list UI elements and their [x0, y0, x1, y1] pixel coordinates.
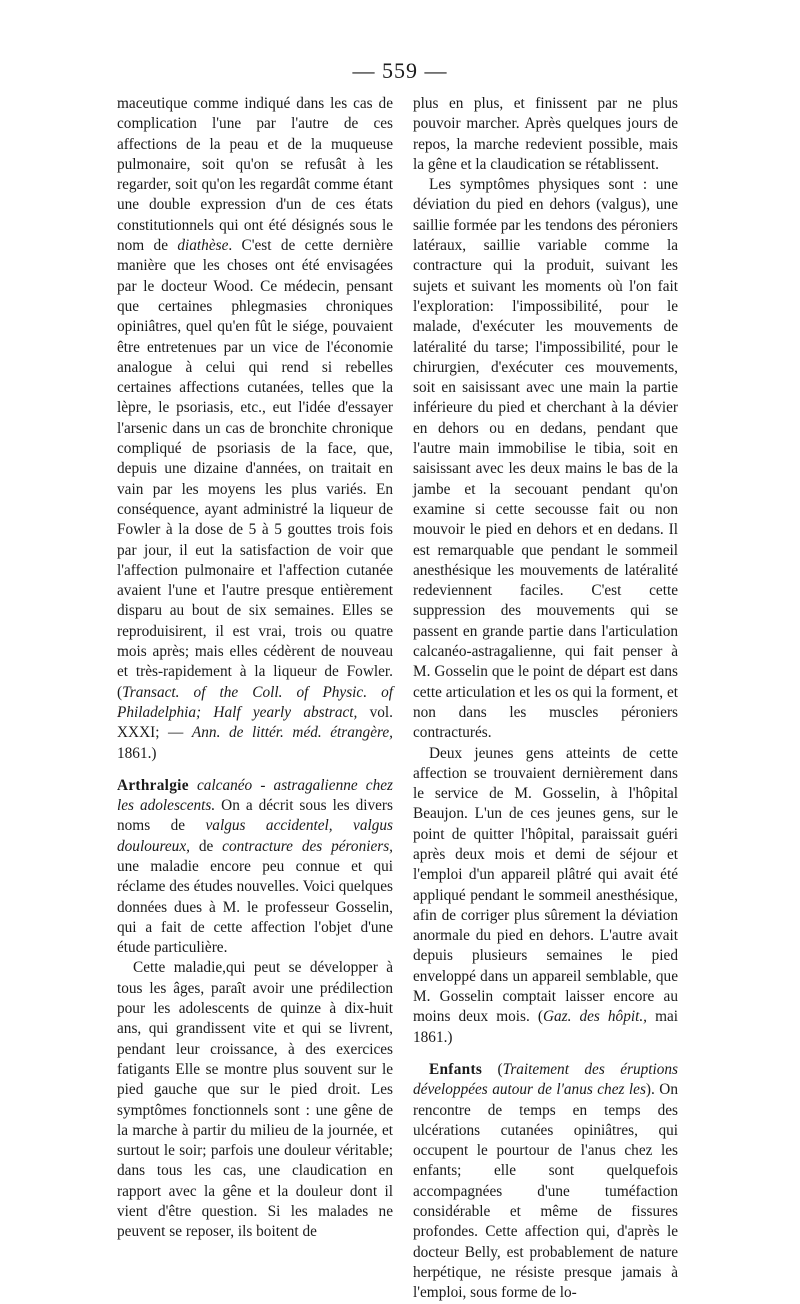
section-heading-arthralgie: Arthralgie	[117, 776, 189, 794]
right-column	[413, 94, 678, 1304]
paragraph-maladie: Cette maladie,qui peut se développer à tous les âges, paraît avoir une prédilection pour les adolescents de quinze à dix-huit ans, qui grandissent vite et qui se livrent, pendant leur croissance, à des exercices fatigants Elle se montre plus souvent sur le pied gauche que sur le pied droit. Les symptômes fonctionnels sont : une gêne de la marche à partir du milieu de la journée, et surtout le soir; parfois une douleur véritable; dans tous les cas, une claudication en rapport avec la gêne et la douleur dont il vient d'être question. Si les malades ne peuvent se reposer, ils boitent de	[117, 959, 393, 1241]
paragraph-continuation: plus en plus, et finissent par ne plus pouvoir marcher. Après quelques jours de repos, la marche redevient possible, mais la gêne et la claudication se rétablissent.	[413, 95, 678, 173]
paragraph-wood-arsenic: maceutique comme indiqué dans les cas de complication l'une par l'autre de ces affections de la peau et de la muqueuse pulmonaire, soit qu'on se refusât à les regarder, soit qu'on les regardât comme étant une double expression d'un de ces états constitutionnels qui ont été désignés sous le nom de diathèse. C'est de cette dernière manière que les choses ont été envisagées par le docteur Wood. Ce médecin, pensant que certaines phlegmasies chroniques opiniâtres, quel qu'en fût le siége, pouvaient être entretenues par un vice de l'économie analogue à celui qui rend si rebelles certaines affections cutanées, telles que la lèpre, le psoriasis, etc., eut l'idée d'essayer l'arsenic dans un cas de bronchite chronique compliqué de psoriasis de la face, que, depuis une dizaine d'années, on traitait en vain par les moyens les plus variés. En conséquence, ayant administré la liqueur de Fowler à la dose de 5 à 5 gouttes trois fois par jour, il eut la satisfaction de voir que l'affection pulmonaire et l'affection cutanée avaient l'une et l'autre presque entièrement disparu au bout de six semaines. Elles se reproduisirent, il est vrai, trois ou quatre mois après; mais elles cédèrent de nouveau et très-rapidement à la liqueur de Fowler. (Transact. of the Coll. of Physic. of Philadelphia; Half yearly abstract, vol. XXXI; — Ann. de littér. méd. étrangère, 1861.)	[117, 95, 393, 762]
paragraph-beaujon: Deux jeunes gens atteints de cette affection se trouvaient dernièrement dans le service de M. Gosselin, à l'hôpital Beaujon. L'un de ces jeunes gens, sur le point de quitter l'hôpital, paraissait guéri après deux mois et demi de séjour et l'emploi d'un appareil plâtré qui avait été appliqué pendant le sommeil anesthésique, afin de corriger plus sûrement la déviation anormale du pied en dehors. L'autre avait depuis plusieurs semaines le pied enveloppé dans un appareil semblable, que M. Gosselin comptait laisser encore au moins deux mois. (Gaz. des hôpit., mai 1861.)	[413, 744, 679, 1046]
paragraph-symptomes: Les symptômes physiques sont : une déviation du pied en dehors (valgus), une saillie formée par les tendons des péroniers latéraux, saillie variable comme la contracture qui la produit, suivant les sujets et suivant les moments où l'on fait l'exploration: l'impossibilité, pour le malade, d'exécuter les mouvements de latéralité du tarse; l'impossibilité, pour le chirurgien, d'exécuter ces mouvements, soit en saisissant avec une main la partie inférieure du pied et cherchant à la dévier en dehors ou en dedans, pendant que l'autre main immobilise le tibia, soit en saisissant avec les deux mains le bas de la jambe et la secouant pendant qu'on examine si cette secousse fait ou non mouvoir le pied en dehors et en dedans. Il est remarquable que pendant le sommeil anesthésique les mouvements de latéralité redeviennent faciles. C'est cette suppression des mouvements qui se passent en grande partie dans l'articulation calcanéo-astragalienne, qui fait penser à M. Gosselin que le point de départ est dans cette articulation et les os qui la forment, et non dans les muscles péroniers contracturés.	[413, 176, 678, 742]
left-column	[117, 94, 393, 1243]
paragraph-enfants: Enfants (Traitement des éruptions développées autour de l'anus chez les). On rencontre de temps en temps des ulcérations cutanées opiniâtres, qui occupent le pourtour de l'anus chez les enfants; elle sont quelquefois accompagnées d'une tuméfaction considérable et même de fissures profondes. Cette affection qui, d'après le docteur Belly, est probablement de nature herpétique, ne résiste presque jamais à l'emploi, sous forme de lo-	[413, 1060, 679, 1302]
page-number: — 559 —	[352, 58, 448, 83]
paragraph-arthralgie: Arthralgie calcanéo - astragalienne chez les adolescents. On a décrit sous les divers noms de valgus accidentel, valgus douloureux, de contracture des péroniers, une maladie encore peu connue et qui réclame des études nouvelles. Voici quelques données dues à M. le professeur Gosselin, qui a fait de cette affection l'objet d'une étude particulière.	[117, 776, 394, 957]
section-heading-enfants: Enfants	[429, 1060, 483, 1078]
